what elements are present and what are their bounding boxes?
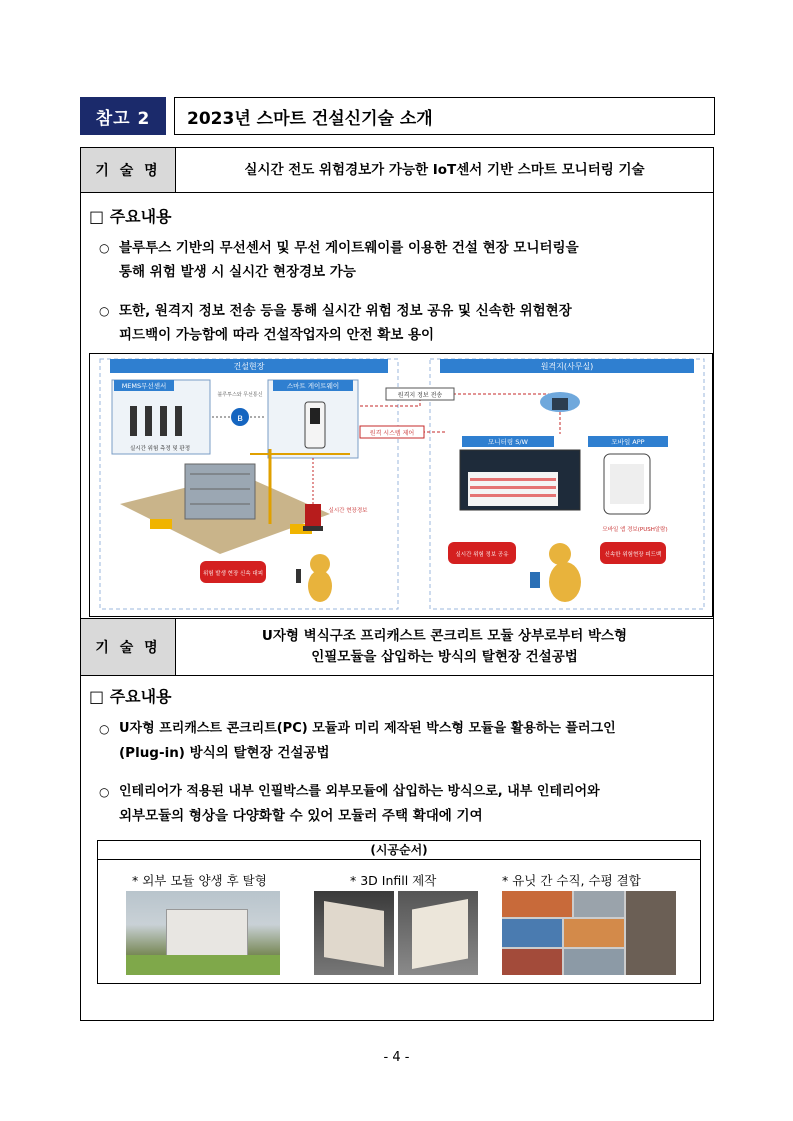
tech2-name	[176, 619, 713, 675]
site-header-text: 건설현장	[233, 362, 265, 371]
remote-control-label: 원격 시스템 제어	[369, 430, 415, 437]
callout-share-text: 실시간 위험 정보 공유	[455, 552, 509, 558]
bullet-marker: ○	[99, 241, 110, 255]
tech1-bullet-1	[93, 236, 731, 284]
tech2-name-row	[81, 618, 713, 676]
tech2-bullet-1-line1: U자형 프리캐스트 콘크리트(PC) 모듈과 미리 제작된 박스형 모듈을 활용하는 플러그인	[119, 721, 616, 736]
sensor-caption: 실시간 위험 측정 및 판정	[129, 446, 191, 452]
content-frame	[80, 147, 714, 1021]
sensor-title: MEMS무선센서	[121, 382, 167, 390]
bullet-marker: ○	[99, 304, 110, 318]
construction-sequence-box	[97, 840, 701, 984]
tech2-bullet-2-line2: 외부모듈의 형상을 다양화할 수 있어 모듈러 주택 확대에 기여	[119, 808, 483, 824]
page-number: - 4 -	[383, 1050, 410, 1065]
tech2-name-line1: U자형 벽식구조 프리캐스트 콘크리트 모듈 상부로부터 박스형	[261, 628, 628, 644]
building-frame	[185, 464, 255, 519]
alarm-light-icon	[305, 504, 321, 526]
tech2-name-line2: 인필모듈을 삽입하는 방식의 탈현장 건설공법	[311, 649, 578, 665]
remote-send-label: 원격지 정보 전송	[397, 392, 443, 399]
step-2-caption: * 3D Infill 제작	[350, 873, 437, 888]
manager-character	[549, 543, 571, 565]
bluetooth-label: 블루투스와 무선통신	[217, 392, 263, 398]
tech1-bullet-2-line2: 피드백이 가능함에 따라 건설작업자의 안전 확보 용이	[119, 327, 435, 343]
step-3-caption: * 유닛 간 수직, 수평 결합	[502, 873, 641, 888]
gateway-title: 스마트 게이트웨이	[286, 382, 340, 390]
tech2-bullet-2	[93, 780, 731, 828]
sequence-title: (시공순서)	[98, 841, 700, 860]
tech1-name-row	[81, 148, 713, 193]
tech2-bullet-1-line2: (Plug-in) 방식의 탈현장 건설공법	[119, 745, 330, 761]
photo-infill-1	[314, 891, 394, 975]
tech1-label: 기 술 명	[81, 148, 176, 192]
reference-badge: 참고 2	[80, 97, 166, 135]
tech2-section-heading: □ 주요내용	[89, 687, 172, 706]
page-title: 2023년 스마트 건설신기술 소개	[174, 97, 715, 135]
iot-monitoring-diagram	[89, 353, 713, 617]
tech1-section-heading: □ 주요내용	[89, 207, 172, 226]
remote-header-text: 원격지(사무실)	[540, 362, 594, 371]
tech2-bullet-1	[93, 717, 731, 765]
app-caption: 모바일 앱 경보(PUSH알람)	[602, 527, 668, 533]
callout-evacuate-text: 위험 발생 현장 신속 대피	[202, 571, 264, 577]
svg-text:ʙ: ʙ	[237, 413, 243, 424]
tech2-bullet-2-line1: 인테리어가 적용된 내부 인필박스를 외부모듈에 삽입하는 방식으로, 내부 인테리어와	[119, 784, 600, 799]
bullet-marker: ○	[99, 722, 110, 736]
monitor-title: 모니터링 S/W	[488, 438, 528, 446]
tech1-bullet-2-line1: 또한, 원격지 정보 전송 등을 통해 실시간 위험 정보 공유 및 신속한 위험현장	[119, 303, 572, 319]
alarm-label: 실시간 현장경보	[328, 508, 368, 514]
app-title: 모바일 APP	[611, 438, 645, 446]
bullet-marker: ○	[99, 785, 110, 799]
photo-infill-2	[398, 891, 478, 975]
tech1-bullet-1-line2: 통해 위험 발생 시 실시간 현장경보 가능	[119, 264, 356, 280]
tech1-bullet-2	[93, 299, 731, 347]
tech1-bullet-1-line1: 블루투스 기반의 무선센서 및 무선 게이트웨이를 이용한 건설 현장 모니터링을	[119, 240, 579, 256]
tech2-label: 기 술 명	[81, 619, 176, 675]
callout-feedback-text: 신속한 위험현장 피드백	[604, 552, 662, 558]
step-1-caption: * 외부 모듈 양생 후 탈형	[132, 873, 267, 888]
photo-module-curing	[126, 891, 280, 975]
photo-unit-joining	[502, 891, 676, 975]
tech1-name: 실시간 전도 위험경보가 가능한 IoT센서 기반 스마트 모니터링 기술	[244, 161, 645, 178]
